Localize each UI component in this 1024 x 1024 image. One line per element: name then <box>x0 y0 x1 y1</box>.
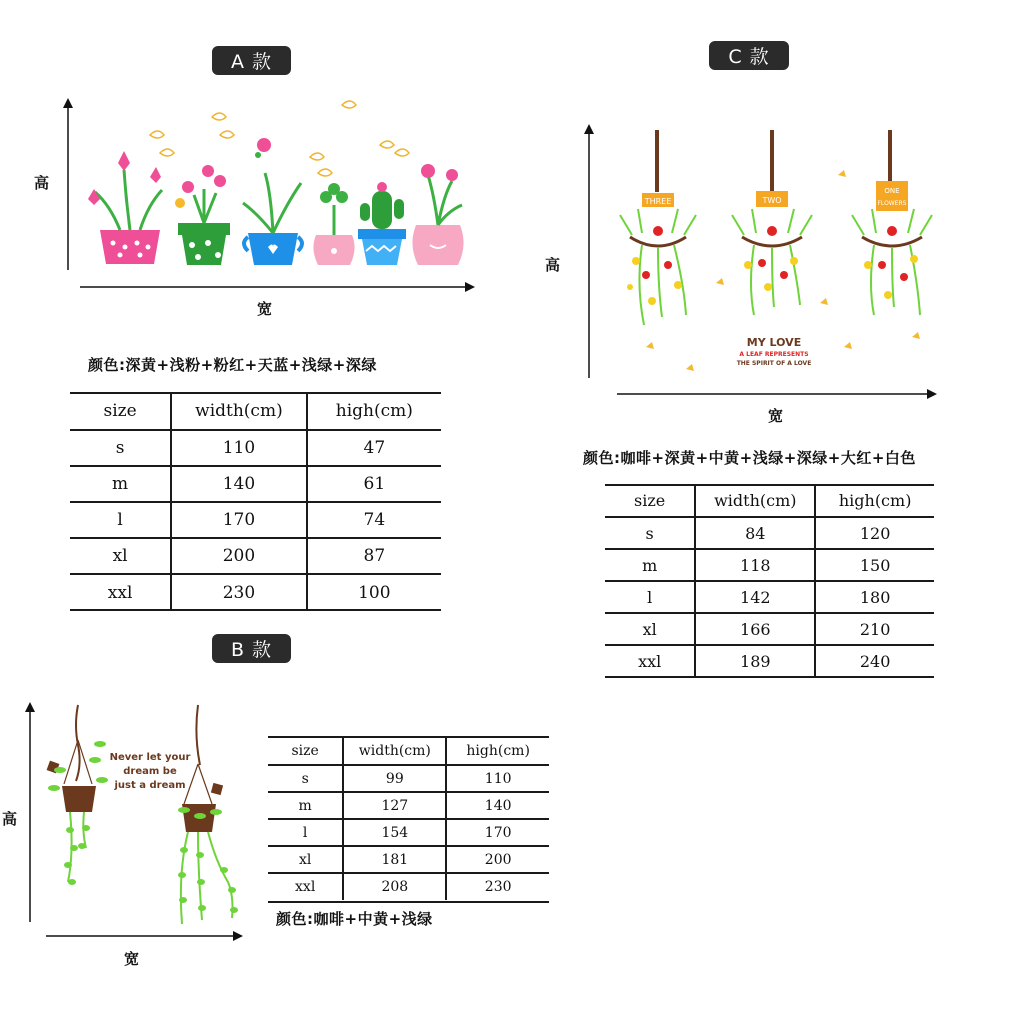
table-cell: 47 <box>307 430 441 466</box>
table-cell: 110 <box>171 430 306 466</box>
table-header: high(cm) <box>307 393 441 430</box>
style-a-badge: A 款 <box>212 46 291 75</box>
table-cell: 127 <box>343 792 446 819</box>
style-b-quote-line-1: Never let your <box>109 752 191 763</box>
style-c-colors: 颜色:咖啡+深黄+中黄+浅绿+深绿+大红+白色 <box>583 449 916 467</box>
style-b-quote-line-3: just a dream <box>114 780 186 791</box>
table-cell: 84 <box>695 517 815 549</box>
table-cell: 120 <box>815 517 934 549</box>
sign-flowers: FLOWERS <box>877 200 907 207</box>
table-cell: xl <box>605 613 695 645</box>
table-header: width(cm) <box>171 393 306 430</box>
style-b-colors: 颜色:咖啡+中黄+浅绿 <box>276 910 433 928</box>
sign-two: TWO <box>762 196 782 205</box>
table-cell: 150 <box>815 549 934 581</box>
table-cell: 210 <box>815 613 934 645</box>
table-cell: 140 <box>446 792 549 819</box>
table-cell: 200 <box>171 538 306 574</box>
table-cell: 200 <box>446 846 549 873</box>
table-cell: 230 <box>446 873 549 900</box>
table-cell: 170 <box>171 502 306 538</box>
style-b-badge: B 款 <box>212 634 291 663</box>
table-header: high(cm) <box>446 737 549 765</box>
table-cell: 166 <box>695 613 815 645</box>
table-cell: 189 <box>695 645 815 677</box>
style-c-height-label: 高 <box>545 256 561 274</box>
table-cell: 154 <box>343 819 446 846</box>
table-cell: 240 <box>815 645 934 677</box>
table-cell: xxl <box>605 645 695 677</box>
style-c-width-label: 宽 <box>768 407 784 425</box>
style-b-width-label: 宽 <box>124 950 140 968</box>
style-a-colors: 颜色:深黄+浅粉+粉红+天蓝+浅绿+深绿 <box>88 356 377 374</box>
table-header: size <box>605 485 695 517</box>
table-cell: xl <box>70 538 171 574</box>
table-header: width(cm) <box>695 485 815 517</box>
my-love-title: MY LOVE <box>746 336 802 349</box>
table-cell: 100 <box>307 574 441 610</box>
table-cell: 142 <box>695 581 815 613</box>
table-cell: l <box>268 819 343 846</box>
my-love-sub-2: THE SPIRIT OF A LOVE <box>736 360 812 367</box>
table-cell: 99 <box>343 765 446 792</box>
table-header: high(cm) <box>815 485 934 517</box>
table-header: width(cm) <box>343 737 446 765</box>
style-a-height-label: 高 <box>34 174 50 192</box>
table-cell: 87 <box>307 538 441 574</box>
table-cell: l <box>605 581 695 613</box>
table-cell: m <box>268 792 343 819</box>
table-header: size <box>70 393 171 430</box>
style-a-width-label: 宽 <box>257 300 273 318</box>
table-cell: 110 <box>446 765 549 792</box>
table-cell: 170 <box>446 819 549 846</box>
table-cell: xxl <box>70 574 171 610</box>
style-b-quote-line-2: dream be <box>123 766 177 777</box>
table-cell: 61 <box>307 466 441 502</box>
style-b-height-label: 高 <box>2 810 18 828</box>
table-cell: xl <box>268 846 343 873</box>
table-header: size <box>268 737 343 765</box>
sign-one: ONE <box>884 187 900 195</box>
table-cell: s <box>268 765 343 792</box>
table-cell: m <box>70 466 171 502</box>
table-cell: m <box>605 549 695 581</box>
table-cell: l <box>70 502 171 538</box>
table-cell: 74 <box>307 502 441 538</box>
table-cell: 230 <box>171 574 306 610</box>
my-love-sub-1: A LEAF REPRESENTS <box>739 351 809 358</box>
table-cell: s <box>70 430 171 466</box>
table-cell: xxl <box>268 873 343 900</box>
table-cell: 181 <box>343 846 446 873</box>
table-cell: 118 <box>695 549 815 581</box>
table-cell: s <box>605 517 695 549</box>
sign-three: THREE <box>644 197 672 206</box>
table-cell: 180 <box>815 581 934 613</box>
table-cell: 140 <box>171 466 306 502</box>
style-c-badge: C 款 <box>709 41 789 70</box>
table-cell: 208 <box>343 873 446 900</box>
